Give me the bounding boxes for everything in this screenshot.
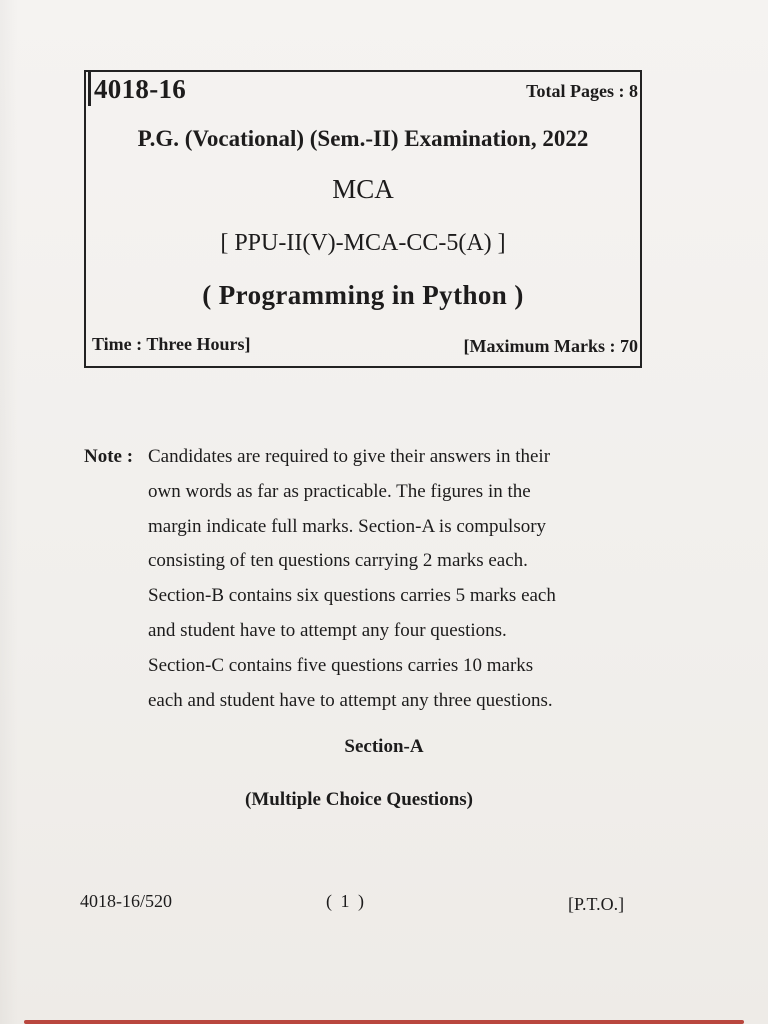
- note-line: Section-C contains five questions carries 10 marks: [148, 654, 534, 676]
- please-turn-over: [P.T.O.]: [568, 894, 625, 914]
- bottom-edge-strip: [24, 1020, 744, 1024]
- note-label: Note :: [84, 446, 134, 467]
- note-line: and student have to attempt any four questions.: [148, 619, 507, 641]
- course-name: ( Programming in Python ): [202, 280, 524, 310]
- note-line: each and student have to attempt any three questions.: [148, 689, 553, 711]
- subject-name: MCA: [332, 174, 394, 204]
- section-subtitle: (Multiple Choice Questions): [245, 789, 473, 810]
- note-line: Section-B contains six questions carries 5 marks each: [148, 585, 556, 607]
- note-line: own words as far as practicable. The figures in the: [148, 480, 531, 502]
- instructions-note: [84, 440, 644, 718]
- note-line: margin indicate full marks. Section-A is compulsory: [148, 515, 547, 537]
- exam-header-box: [84, 70, 642, 368]
- page-number: ( 1 ): [326, 891, 366, 911]
- page-shadow: [0, 0, 18, 1024]
- exam-duration: Time : Three Hours]: [92, 334, 251, 354]
- header-left-rule: [88, 72, 91, 106]
- total-pages: Total Pages : 8: [526, 81, 638, 101]
- footer-paper-code: 4018-16/520: [80, 891, 172, 911]
- section-title: Section-A: [344, 736, 424, 757]
- maximum-marks: [Maximum Marks : 70: [463, 336, 638, 356]
- paper-code: 4018-16: [94, 74, 187, 104]
- note-line: Candidates are required to give their answers in their: [148, 446, 551, 467]
- exam-title: P.G. (Vocational) (Sem.-II) Examination, 2022: [137, 126, 589, 151]
- course-code: [ PPU-II(V)-MCA-CC-5(A) ]: [220, 230, 506, 256]
- note-line: consisting of ten questions carrying 2 marks each.: [148, 550, 528, 572]
